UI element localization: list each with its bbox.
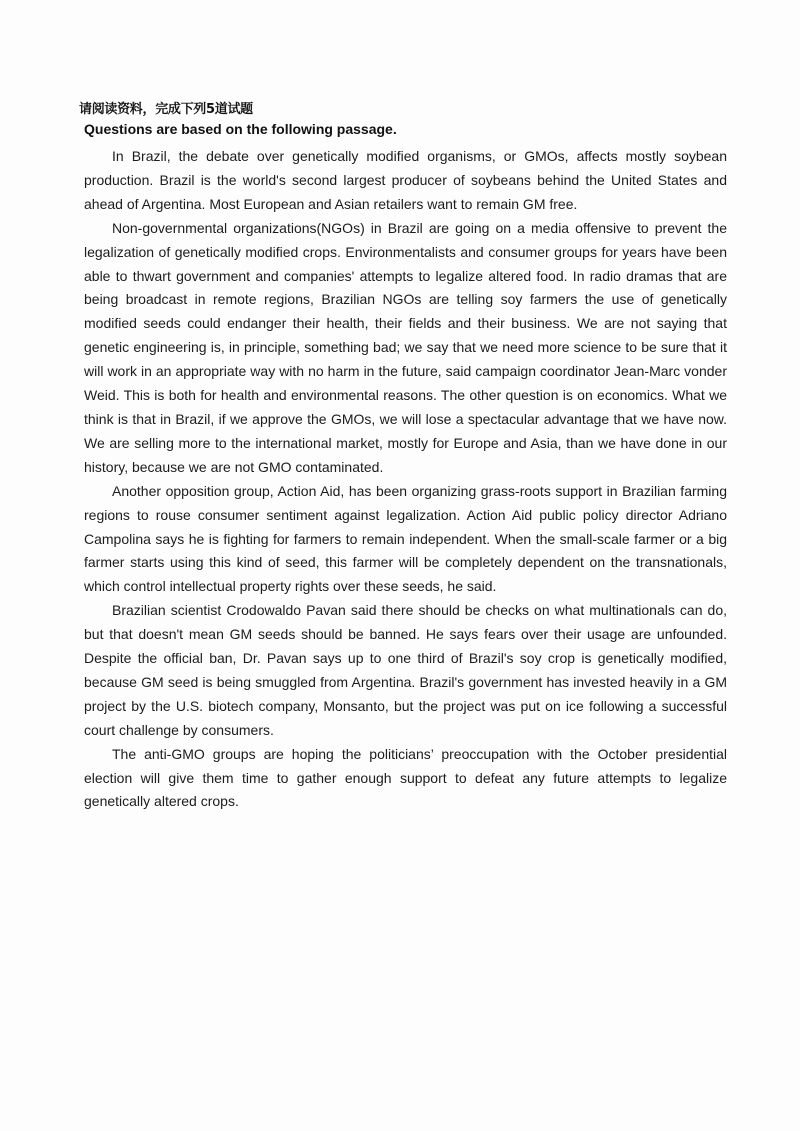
passage-body bbox=[84, 145, 727, 814]
paragraph: Brazilian scientist Crodowaldo Pavan said there should be checks on what multinationals can do, but that doesn't mean GM seeds should be banned. He says fears over their usage are unfounded. Despite the official ban, Dr. Pavan says up to one third of Brazil's soy crop is genetically modified, because GM seed is being smuggled from Argentina. Brazil's government has invested heavily in a GM project by the U.S. biotech company, Monsanto, but the project was put on ice following a successful court challenge by consumers. bbox=[84, 602, 727, 738]
paragraph: Another opposition group, Action Aid, has been organizing grass-roots support in Brazilian farming regions to rouse consumer sentiment against legalization. Action Aid public policy director Adriano Campolina says he is fighting for farmers to remain independent. When the small-scale farmer or a big farmer starts using this kind of seed, this farmer will be completely dependent on the transnationals, which control intellectual property rights over these seeds, he said. bbox=[84, 482, 727, 595]
paragraph: The anti-GMO groups are hoping the politicians’ preoccupation with the October presidential election will give them time to gather enough support to defeat any future attempts to legalize genetically altered crops. bbox=[84, 745, 727, 810]
paragraph: Non-governmental organizations(NGOs) in Brazil are going on a media offensive to prevent the legalization of genetically modified crops. Environmentalists and consumer groups for years have been able to thwart government and companies' attempts to legalize altered food. In radio dramas that are being broadcast in remote regions, Brazilian NGOs are telling soy farmers the use of genetically modified seeds could endanger their health, their fields and their business. We are not saying that genetic engineering is, in principle, something bad; we say that we need more science to be sure that it will work in an appropriate way with no harm in the future, said campaign coordinator Jean-Marc vonder Weid. This is both for health and environmental reasons. The other question is on economics. What we think is that in Brazil, if we approve the GMOs, we will lose a spectacular advantage that we have now. We are selling more to the international market, mostly for Europe and Asia, than we have done in our history, because we are not GMO contaminated. bbox=[84, 219, 727, 475]
passage-heading: Questions are based on the following passage. bbox=[84, 121, 397, 137]
exam-instruction: 请阅读资料，完成下列5道试题 bbox=[79, 102, 253, 117]
paragraph: In Brazil, the debate over genetically modified organisms, or GMOs, affects mostly soybean production. Brazil is the world's second largest producer of soybeans behind the United States and ahead of Argentina. Most European and Asian retailers want to remain GM free. bbox=[84, 148, 727, 212]
